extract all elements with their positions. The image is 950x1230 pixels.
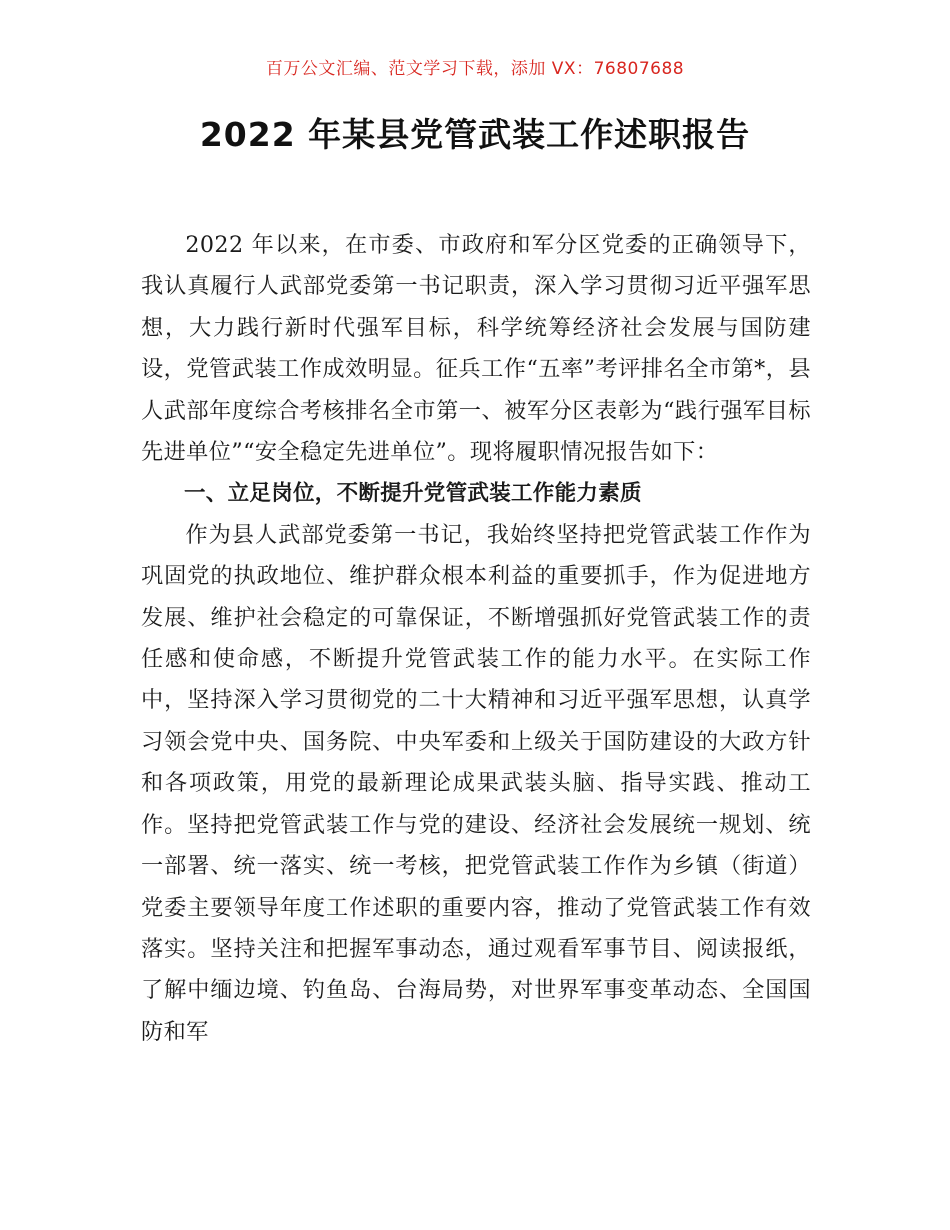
body-paragraph-1: 作为县人武部党委第一书记，我始终坚持把党管武装工作作为巩固党的执政地位、维护群众根本利益的重要抓手，作为促进地方发展、维护社会稳定的可靠保证，不断增强抓好党管武装工作的责任感和使命感，不断提升党管武装工作的能力水平。在实际工作中，坚持深入学习贯彻党的二十大精神和习近平强军思想，认真学习领会党中央、国务院、中央军委和上级关于国防建设的大政方针和各项政策，用党的最新理论成果武装头脑、指导实践、推动工作。坚持把党管武装工作与党的建设、经济社会发展统一规划、统一部署、统一落实、统一考核，把党管武装工作作为乡镇（街道）党委主要领导年度工作述职的重要内容，推动了党管武装工作有效落实。坚持关注和把握军事动态，通过观看军事节目、阅读报纸，了解中缅边境、钓鱼岛、台海局势，对世界军事变革动态、全国国防和军: [141, 521, 811, 1045]
intro-paragraph: 2022 年以来，在市委、市政府和军分区党委的正确领导下，我认真履行人武部党委第一书记职责，深入学习贯彻习近平强军思想，大力践行新时代强军目标，科学统筹经济社会发展与国防建设，党管武装工作成效明显。征兵工作“五率”考评排名全市第*，县人武部年度综合考核排名全市第一、被军分区表彰为“践行强军目标先进单位”“安全稳定先进单位”。现将履职情况报告如下：: [141, 232, 811, 466]
watermark-header: 百万公文汇编、范文学习下载，添加 VX：76807688: [265, 59, 685, 79]
document-body: [141, 225, 811, 1053]
page-title: 2022 年某县党管武装工作述职报告: [199, 115, 751, 154]
section-heading-1: 一、立足岗位，不断提升党管武装工作能力素质: [184, 481, 642, 507]
